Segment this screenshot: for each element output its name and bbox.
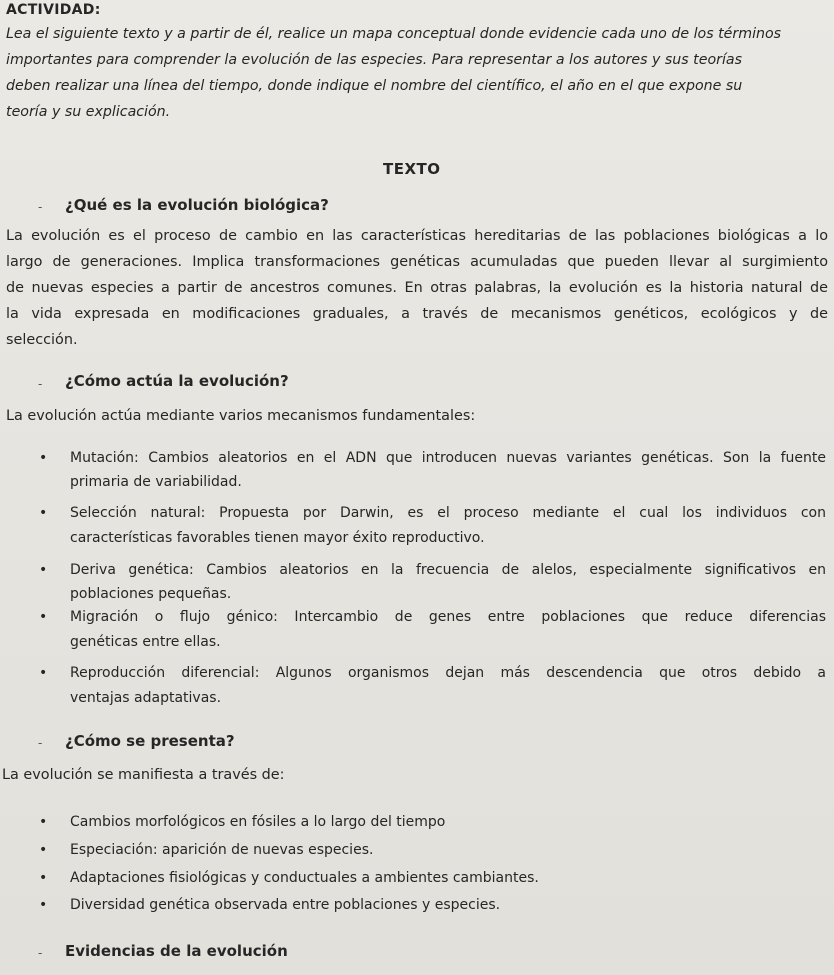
paragraph-line: La evolución es el proceso de cambio en las características hereditarias de las poblaciones biológicas a lo [6, 228, 828, 244]
bullet-dot: • [39, 450, 48, 466]
list-item-line: primaria de variabilidad. [70, 474, 242, 490]
list-item-line: Migración o flujo génico: Intercambio de genes entre poblaciones que reduce diferencias [70, 609, 826, 625]
activity-label: ACTIVIDAD: [6, 2, 101, 18]
list-item-line: Adaptaciones fisiológicas y conductuales a ambientes cambiantes. [70, 870, 539, 886]
instruction-line: Lea el siguiente texto y a partir de él, realice un mapa conceptual donde evidencie cada uno de los términos [6, 26, 782, 42]
list-item-line: ventajas adaptativas. [70, 690, 222, 706]
instruction-line: deben realizar una línea del tiempo, donde indique el nombre del científico, el año en el que expone su [6, 78, 743, 94]
list-item-line: Diversidad genética observada entre poblaciones y especies. [70, 897, 501, 913]
list-item-line: características favorables tienen mayor éxito reproductivo. [70, 530, 485, 546]
list-item-line: Deriva genética: Cambios aleatorios en la frecuencia de alelos, especialmente significativos en [70, 562, 826, 578]
list-item-line: poblaciones pequeñas. [70, 586, 232, 602]
bullet-dot: • [39, 897, 48, 913]
dash-marker: - [38, 200, 43, 214]
bullet-dot: • [39, 842, 48, 858]
list-item-line: Cambios morfológicos en fósiles a lo largo del tiempo [70, 814, 446, 830]
paragraph-line: largo de generaciones. Implica transformaciones genéticas acumuladas que pueden llevar al surgimiento [6, 254, 828, 270]
dash-marker: - [38, 946, 43, 960]
bullet-dot: • [39, 562, 48, 578]
paragraph-line: la vida expresada en modificaciones graduales, a través de mecanismos genéticos, ecológicos y de [6, 306, 828, 322]
bullet-dot: • [39, 870, 48, 886]
bullet-dot: • [39, 665, 48, 681]
section-heading: ¿Cómo actúa la evolución? [65, 372, 289, 390]
section-heading: ¿Qué es la evolución biológica? [65, 196, 329, 214]
instruction-line: teoría y su explicación. [6, 104, 171, 120]
section-heading: ¿Cómo se presenta? [65, 732, 235, 750]
section-intro: La evolución actúa mediante varios mecanismos fundamentales: [6, 408, 476, 424]
bullet-dot: • [39, 814, 48, 830]
paragraph-line: selección. [6, 332, 78, 348]
list-item-line: Selección natural: Propuesta por Darwin, es el proceso mediante el cual los individuos con [70, 505, 826, 521]
dash-marker: - [38, 736, 43, 750]
section-heading: Evidencias de la evolución [65, 942, 288, 960]
paragraph-line: de nuevas especies a partir de ancestros comunes. En otras palabras, la evolución es la historia natural de [6, 280, 828, 296]
list-item-line: Reproducción diferencial: Algunos organismos dejan más descendencia que otros debido a [70, 665, 826, 681]
list-item-line: genéticas entre ellas. [70, 634, 221, 650]
instruction-line: importantes para comprender la evolución de las especies. Para representar a los autores y sus teorías [6, 52, 742, 68]
dash-marker: - [38, 377, 43, 391]
section-title: TEXTO [383, 160, 441, 178]
bullet-dot: • [39, 609, 48, 625]
section-intro: La evolución se manifiesta a través de: [2, 767, 285, 783]
list-item-line: Mutación: Cambios aleatorios en el ADN que introducen nuevas variantes genéticas. Son la fuente [70, 450, 826, 466]
list-item-line: Especiación: aparición de nuevas especies. [70, 842, 374, 858]
bullet-dot: • [39, 505, 48, 521]
